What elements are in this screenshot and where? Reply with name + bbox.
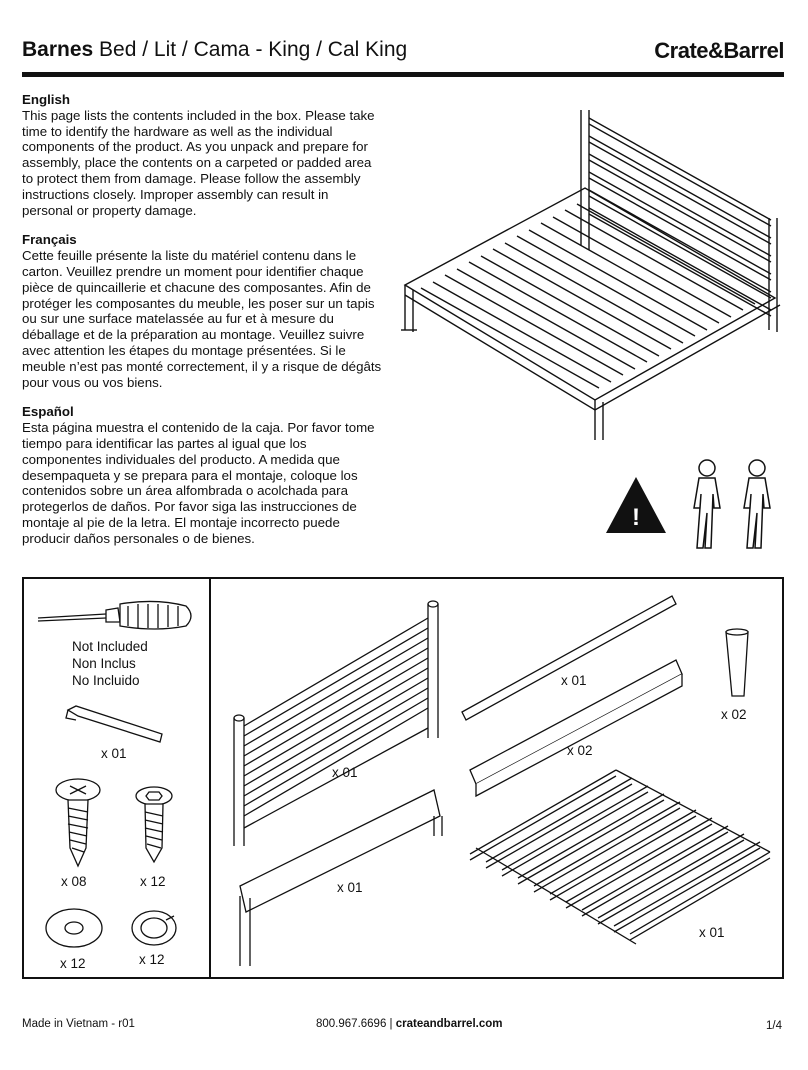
two-person-icon	[686, 458, 786, 550]
short-screw-qty: x 12	[140, 874, 166, 889]
panel-divider	[209, 577, 211, 979]
not-included-en: Not Included	[72, 639, 148, 654]
spanish-heading: Español	[22, 404, 74, 420]
assembled-bed-illustration	[395, 100, 790, 440]
header-rule	[22, 72, 784, 77]
made-in-label: Made in Vietnam - r01	[22, 1018, 135, 1030]
product-name: Barnes	[22, 38, 94, 61]
page-header	[22, 38, 784, 72]
french-body: Cette feuille présente la liste du matériel contenu dans le carton. Veuillez prendre un moment pour identifier chaque pièce de quincaillerie et chacune des composantes. Afin de protéger les composantes du meuble, les poser sur un tapis ou sur une surface matelassée au fur et à mesure du déballage et de la préparation au montage. Veuillez suivre avec attention les étapes du montage présentées. Si le meuble n’est pas monté correctement, il y a risque de dégâts pour vous ou vos biens.	[22, 248, 382, 390]
legs-qty: x 02	[721, 707, 747, 722]
headboard-qty: x 01	[332, 765, 358, 780]
footboard-illustration	[234, 786, 448, 970]
product-description: Bed / Lit / Cama - King / Cal King	[99, 38, 408, 61]
slats-qty: x 01	[699, 925, 725, 940]
lock-washer-qty: x 12	[139, 952, 165, 967]
page-title	[22, 38, 407, 62]
contact-info	[316, 1018, 502, 1030]
warning-icon	[604, 455, 668, 535]
center-rail-qty: x 01	[561, 673, 587, 688]
long-screw-qty: x 08	[61, 874, 87, 889]
spanish-body: Esta página muestra el contenido de la caja. Por favor tome tiempo para identificar las partes al igual que los componentes individuales del producto. A medida que desempaqueta y se prepara para el montaje, coloque los contenidos sobre un área alfombrada o acolchada para protegerlos de daños. Por favor siga las instrucciones de montaje al pie de la letra. El montaje incorrecto puede producir daños personales o de bienes.	[22, 420, 375, 546]
not-included-es: No Incluido	[72, 673, 140, 688]
not-included-note	[72, 638, 148, 689]
flat-washer-icon	[44, 906, 104, 950]
not-included-fr: Non Inclus	[72, 656, 136, 671]
allen-key-qty: x 01	[101, 746, 127, 761]
footboard-qty: x 01	[337, 880, 363, 895]
english-heading: English	[22, 92, 71, 107]
side-rails-qty: x 02	[567, 743, 593, 758]
phone-number: 800.967.6696 |	[316, 1018, 396, 1030]
intro-text	[22, 92, 382, 561]
warning-symbol: !	[632, 504, 640, 531]
flat-washer-qty: x 12	[60, 956, 86, 971]
long-screw-icon	[50, 778, 110, 868]
legs-illustration	[722, 626, 752, 700]
lock-washer-icon	[130, 906, 180, 950]
page-number: 1/4	[766, 1020, 782, 1032]
allen-key-icon	[64, 704, 168, 744]
brand-logo: Crate&Barrel	[654, 38, 784, 63]
website-link[interactable]: crateandbarrel.com	[395, 1018, 503, 1030]
short-screw-icon	[132, 786, 182, 866]
french-heading: Français	[22, 232, 77, 248]
english-body: This page lists the contents included in the box. Please take time to identify the hardware as well as the individual components of the product. As you unpack and prepare for assembly, place the contents on a carpeted or padded area to protect them from damage. Please follow the assembly instructions closely. Improper assembly can result in personal or property damage.	[22, 107, 375, 218]
slats-illustration	[466, 768, 776, 948]
screwdriver-icon	[36, 600, 196, 640]
